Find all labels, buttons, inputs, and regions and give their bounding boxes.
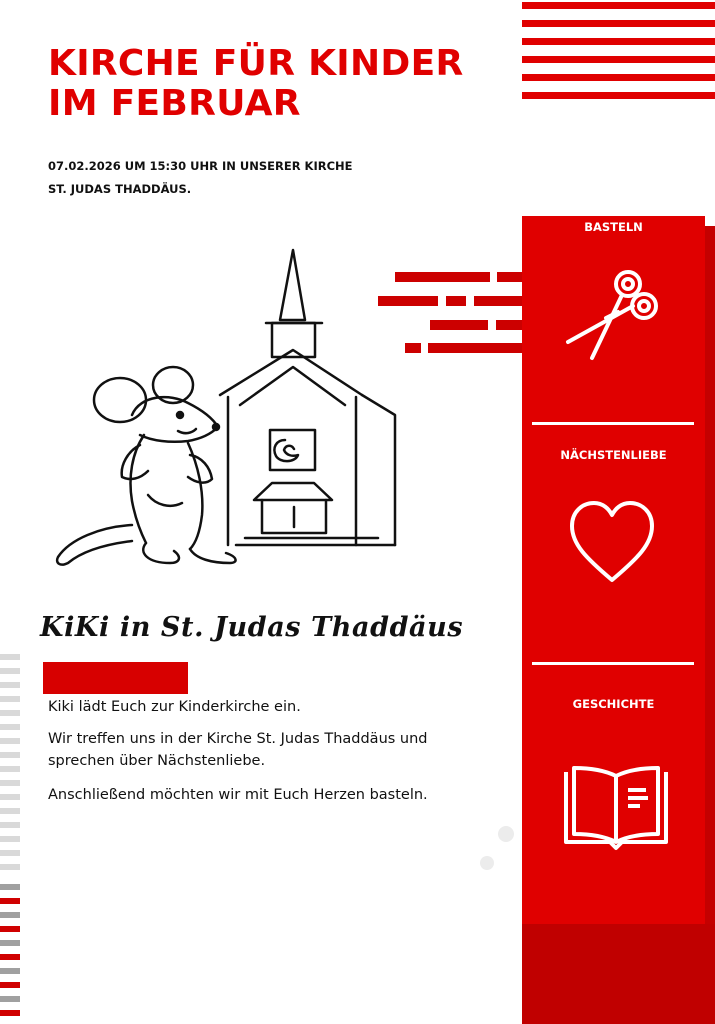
panel-label-geschichte: GESCHICHTE <box>572 697 655 711</box>
paragraph-invitation: Kiki lädt Euch zur Kinderkirche ein. <box>48 699 301 715</box>
event-details-line-1: 07.02.2026 UM 15:30 UHR IN UNSERER KIRCHE <box>48 159 353 173</box>
mouse-and-church-illustration <box>40 245 410 585</box>
decorative-stripes-top <box>522 0 715 110</box>
panel-footer-block <box>522 924 715 1024</box>
red-accent-box <box>43 662 188 694</box>
scissors-icon <box>562 262 666 366</box>
paragraph-activity: Anschließend möchten wir mit Euch Herzen basteln. <box>48 787 428 803</box>
event-details <box>48 155 468 201</box>
decorative-dot <box>498 826 514 842</box>
illustration-caption: KiKi in St. Judas Thaddäus <box>40 612 464 643</box>
decorative-dot <box>480 856 494 870</box>
page-title <box>48 44 508 124</box>
panel-label-naechstenliebe: NÄCHSTENLIEBE <box>560 448 667 462</box>
title-line-1: KIRCHE FÜR KINDER <box>48 43 464 84</box>
panel-divider-1 <box>532 422 694 425</box>
heart-icon <box>566 498 658 586</box>
paragraph-meeting: Wir treffen uns in der Kirche St. Judas Thaddäus und sprechen über Nächstenliebe. <box>48 731 428 769</box>
book-icon <box>560 764 672 854</box>
title-line-2: IM FEBRUAR <box>48 83 301 124</box>
panel-divider-2 <box>532 662 694 665</box>
event-details-line-2: ST. JUDAS THADDÄUS. <box>48 182 192 196</box>
panel-label-basteln: BASTELN <box>584 220 643 234</box>
